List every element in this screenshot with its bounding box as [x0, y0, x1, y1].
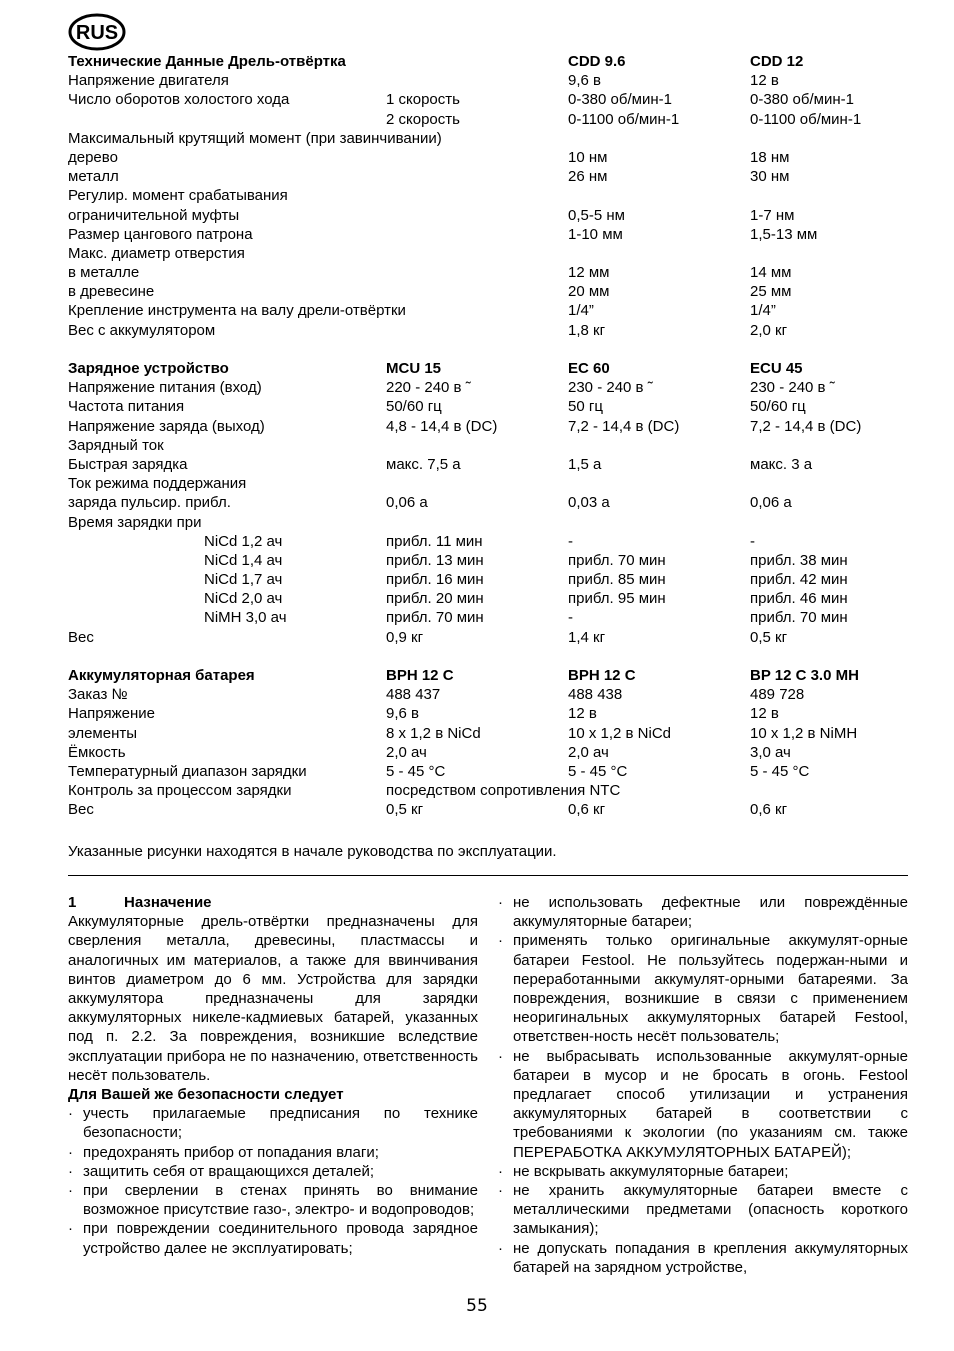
divider-line: [68, 875, 908, 876]
spec-value: 1/4”: [568, 302, 594, 320]
model-bph12c-a: BPH 12 C: [386, 667, 454, 684]
spec-value: 0,06 а: [750, 494, 792, 512]
spec-value: 0-1100 об/мин-1: [568, 110, 680, 128]
spec-label: Ток режима поддержания: [68, 475, 247, 493]
battery-cell-type: NiCd 2,0 ач: [204, 590, 283, 608]
model-mcu15: MCU 15: [386, 360, 442, 377]
drill-title: Технические Данные Дрель-отвёртка: [68, 53, 346, 70]
spec-label: Зарядный ток: [68, 436, 164, 454]
spec-row: [68, 263, 918, 282]
spec-value: прибл. 11 мин: [386, 532, 483, 550]
spec-label: Контроль за процессом зарядки: [68, 782, 292, 800]
spec-row: [68, 781, 918, 800]
spec-row: [68, 301, 918, 320]
spec-value: 10 х 1,2 в NiCd: [568, 724, 672, 742]
spec-value: 12 в: [568, 705, 597, 723]
spec-value: прибл. 42 мин: [750, 571, 848, 589]
spec-row: [68, 724, 918, 743]
spec-row: [68, 455, 918, 474]
spec-value: 9,6 в: [386, 705, 419, 723]
spec-row: [68, 225, 918, 244]
spec-value: прибл. 70 мин: [568, 551, 666, 569]
spec-value: -: [568, 532, 573, 550]
spec-label: заряда пульсир. прибл.: [68, 494, 231, 512]
spec-value: 1-7 нм: [750, 206, 795, 224]
spec-value: 0-1100 об/мин-1: [750, 110, 862, 128]
spec-value: 1,5 а: [568, 455, 602, 473]
spec-value: 50 гц: [568, 398, 603, 416]
spec-row: [68, 589, 918, 608]
spec-label: дерево: [68, 148, 118, 166]
spec-value: макс. 3 а: [750, 455, 813, 473]
spec-label: элементы: [68, 724, 138, 742]
spec-value: 0,9 кг: [386, 628, 424, 646]
spec-label: Вес: [68, 628, 94, 646]
spec-value: 5 - 45 °C: [386, 762, 446, 780]
spec-value: 0,6 кг: [568, 801, 606, 819]
bullet-item: · предохранять прибор от попадания влаги;: [68, 1143, 478, 1162]
figures-note: Указанные рисунки находятся в начале руководства по эксплуатации.: [68, 843, 557, 860]
spec-row: [68, 244, 918, 263]
spec-value: 8 х 1,2 в NiCd: [386, 724, 481, 742]
spec-value: 5 - 45 °C: [568, 762, 628, 780]
spec-row: [68, 90, 918, 109]
spec-value: 18 нм: [750, 148, 790, 166]
spec-row: [68, 186, 918, 205]
spec-label: ограничительной муфты: [68, 206, 240, 224]
safety-heading: Для Вашей же безопасности следует: [68, 1086, 344, 1104]
spec-value: прибл. 38 мин: [750, 551, 848, 569]
spec-value: 20 мм: [568, 283, 610, 301]
spec-value: 0,5 кг: [750, 628, 788, 646]
spec-row: [68, 800, 918, 819]
bullet-item: · применять только оригинальные аккумулят-орные батареи Festool. Не пользуйтесь подержан-ными и переработанными аккумулят-орными батареями. За повреждения, возникшие в связи с применением неоригинальных аккумуляторных батарей Festool, ответствен-ность несёт пользователь;: [498, 931, 908, 1046]
bullet-item: · не хранить аккумуляторные батареи вместе с металлическими предметами (опасность короткого замыкания);: [498, 1181, 908, 1239]
spec-label: Макс. диаметр отверстия: [68, 244, 245, 262]
battery-cell-type: NiCd 1,2 ач: [204, 532, 283, 550]
spec-value: 0,5-5 нм: [568, 206, 625, 224]
spec-value: 50/60 гц: [386, 398, 442, 416]
bullet-item: · при сверлении в стенах принять во внимание возможное присутствие газо-, электро- и водопроводов;: [68, 1181, 478, 1219]
spec-value: 488 437: [386, 686, 441, 704]
spec-row: [68, 762, 918, 781]
spec-value: 230 - 240 в ˜: [568, 379, 653, 397]
spec-value: прибл. 70 мин: [386, 609, 484, 627]
spec-value: 7,2 - 14,4 в (DC): [568, 417, 680, 435]
model-cdd96: CDD 9.6: [568, 53, 626, 70]
spec-label: Вес: [68, 801, 94, 819]
spec-value: -: [568, 609, 573, 627]
spec-label: Размер цангового патрона: [68, 225, 253, 243]
spec-label: Напряжение заряда (выход): [68, 417, 265, 435]
spec-label: Регулир. момент срабатывания: [68, 187, 288, 205]
spec-value: 0,5 кг: [386, 801, 424, 819]
spec-row: [68, 436, 918, 455]
spec-row: [68, 206, 918, 225]
spec-value: 489 728: [750, 686, 805, 704]
spec-value: 0,06 а: [386, 494, 428, 512]
spec-label: Напряжение питания (вход): [68, 379, 262, 397]
spec-value: 2,0 ач: [386, 743, 427, 761]
rus-badge-icon: [68, 13, 126, 51]
spec-value: 14 мм: [750, 264, 792, 282]
spec-value: 1,8 кг: [568, 321, 606, 339]
bullet-item: · не вскрывать аккумуляторные батареи;: [498, 1162, 908, 1181]
spec-row: [68, 129, 918, 148]
intro-paragraph: Аккумуляторные дрель-отвёртки предназначены для сверления металла, древесины, пластмассы и аналогичных им материалов, а также для ввинчивания винтов диаметром до 6 мм. Устройства для зарядки аккумулятора предназначены для зарядки аккумуляторных никеле-кадмиевых батарей, указанных под п. 2.2. За повреждения, возникшие вследствие эксплуатации прибора не по назначению, ответственность несёт пользователь.: [68, 913, 478, 1084]
spec-row: [68, 608, 918, 627]
spec-row: [68, 417, 918, 436]
spec-label: Температурный диапазон зарядки: [68, 762, 307, 780]
bullet-item: · не выбрасывать использованные аккумулят-орные батареи в мусор и не бросать в огонь. Festool предлагает способ утилизации и устранения аккумуляторных батарей в соответствии с требованиями к экологии (по указаниям см. также ПЕРЕРАБОТКА АККУМУЛЯТОРНЫХ БАТАРЕЙ);: [498, 1047, 908, 1162]
spec-label: Время зарядки при: [68, 513, 202, 531]
bullet-item: · защитить себя от вращающихся деталей;: [68, 1162, 478, 1181]
spec-label: Крепление инструмента на валу дрели-отвёртки: [68, 302, 406, 320]
spec-row: [68, 52, 918, 71]
spec-value: 9,6 в: [568, 72, 601, 90]
spec-mid: 1 скорость: [386, 91, 460, 109]
model-bp12c3mh: BP 12 C 3.0 MH: [750, 667, 859, 684]
spec-mid: 2 скорость: [386, 110, 460, 128]
spec-value: прибл. 13 мин: [386, 551, 484, 569]
spec-value: прибл. 85 мин: [568, 571, 666, 589]
spec-value: 12 мм: [568, 264, 610, 282]
spec-value: 1/4”: [750, 302, 776, 320]
model-ec60: EC 60: [568, 360, 610, 377]
section-number: 1: [68, 894, 77, 911]
spec-row: [68, 378, 918, 397]
bullet-item: · при повреждении соединительного провода зарядное устройство далее не эксплуатировать;: [68, 1219, 478, 1257]
spec-value: 230 - 240 в ˜: [750, 379, 835, 397]
spec-value: 2,0 кг: [750, 321, 788, 339]
safety-list-right: [498, 893, 908, 1277]
spec-value: прибл. 95 мин: [568, 590, 666, 608]
spec-row: [68, 628, 918, 647]
spec-value: 7,2 - 14,4 в (DC): [750, 417, 862, 435]
spec-row: [68, 704, 918, 723]
spec-label: Напряжение: [68, 705, 155, 723]
battery-cell-type: NiMH 3,0 ач: [204, 609, 287, 627]
spec-row: [68, 110, 918, 129]
spec-value: макс. 7,5 а: [386, 455, 461, 473]
spec-row: [68, 666, 918, 685]
spec-value: 12 в: [750, 72, 779, 90]
spec-row: [68, 148, 918, 167]
model-cdd12: CDD 12: [750, 53, 804, 70]
spec-label: Частота питания: [68, 398, 185, 416]
bullet-item: · учесть прилагаемые предписания по технике безопасности;: [68, 1104, 478, 1142]
model-ecu45: ECU 45: [750, 360, 803, 377]
spacer: [68, 647, 918, 666]
left-text-column: [68, 893, 478, 1258]
spec-label: в древесине: [68, 283, 155, 301]
spec-row: [68, 167, 918, 186]
spec-value: 10 х 1,2 в NiMH: [750, 724, 858, 742]
spec-label: Быстрая зарядка: [68, 455, 188, 473]
spec-value: 2,0 ач: [568, 743, 609, 761]
spec-value: прибл. 46 мин: [750, 590, 848, 608]
spec-row: [68, 474, 918, 493]
spec-row: [68, 359, 918, 378]
spec-value: 0,03 а: [568, 494, 610, 512]
spec-row: [68, 282, 918, 301]
spec-value: 30 нм: [750, 168, 790, 186]
right-text-column: [498, 893, 908, 1277]
spec-value: 50/60 гц: [750, 398, 806, 416]
spec-label: Напряжение двигателя: [68, 72, 229, 90]
spec-value: 488 438: [568, 686, 623, 704]
battery-cell-type: NiCd 1,7 ач: [204, 571, 283, 589]
section-heading: [68, 893, 478, 912]
spec-value: 0,6 кг: [750, 801, 788, 819]
safety-list-left: [68, 1104, 478, 1258]
spec-value: 1-10 мм: [568, 225, 623, 243]
bullet-item: · не использовать дефектные или повреждённые аккумуляторные батареи;: [498, 893, 908, 931]
spec-label: металл: [68, 168, 119, 186]
page-number: 55: [466, 1296, 488, 1316]
spec-value: 4,8 - 14,4 в (DC): [386, 417, 498, 435]
charger-title: Зарядное устройство: [68, 360, 229, 377]
spec-label: Число оборотов холостого хода: [68, 91, 290, 109]
spec-row: [68, 685, 918, 704]
spec-label: Максимальный крутящий момент (при завинчивании): [68, 129, 442, 147]
spec-value: прибл. 20 мин: [386, 590, 484, 608]
spec-value: 0-380 об/мин-1: [750, 91, 854, 109]
spec-value: 10 нм: [568, 148, 608, 166]
spec-value: прибл. 70 мин: [750, 609, 848, 627]
spec-value: 3,0 ач: [750, 743, 791, 761]
spec-value: -: [750, 532, 755, 550]
spec-row: [68, 71, 918, 90]
spec-row: [68, 397, 918, 416]
spec-value: 220 - 240 в ˜: [386, 379, 471, 397]
spec-row: [68, 493, 918, 512]
language-badge: [68, 13, 126, 51]
battery-cell-type: NiCd 1,4 ач: [204, 551, 283, 569]
spec-value: 1,4 кг: [568, 628, 606, 646]
spec-label: Заказ №: [68, 686, 128, 704]
svg-text:RUS: RUS: [75, 22, 119, 44]
spec-value: посредством сопротивления NTC: [386, 782, 621, 800]
spec-value: 0-380 об/мин-1: [568, 91, 672, 109]
spec-label: в металле: [68, 264, 140, 282]
bullet-item: · не допускать попадания в крепления аккумуляторных батарей на зарядном устройстве,: [498, 1239, 908, 1277]
spec-label: Вес с аккумулятором: [68, 321, 216, 339]
spec-value: 12 в: [750, 705, 779, 723]
spacer: [68, 340, 918, 359]
spec-value: 26 нм: [568, 168, 608, 186]
spec-row: [68, 743, 918, 762]
model-bph12c-b: BPH 12 C: [568, 667, 636, 684]
spec-row: [68, 321, 918, 340]
spec-row: [68, 551, 918, 570]
spec-label: Ёмкость: [68, 743, 126, 761]
spec-value: 5 - 45 °C: [750, 762, 810, 780]
spec-row: [68, 513, 918, 532]
spec-value: 1,5-13 мм: [750, 225, 818, 243]
section-title: Назначение: [124, 894, 212, 911]
spec-value: 25 мм: [750, 283, 792, 301]
spec-value: прибл. 16 мин: [386, 571, 484, 589]
battery-title: Аккумуляторная батарея: [68, 667, 255, 684]
spec-row: [68, 532, 918, 551]
spec-row: [68, 570, 918, 589]
technical-data-table: [68, 52, 918, 820]
